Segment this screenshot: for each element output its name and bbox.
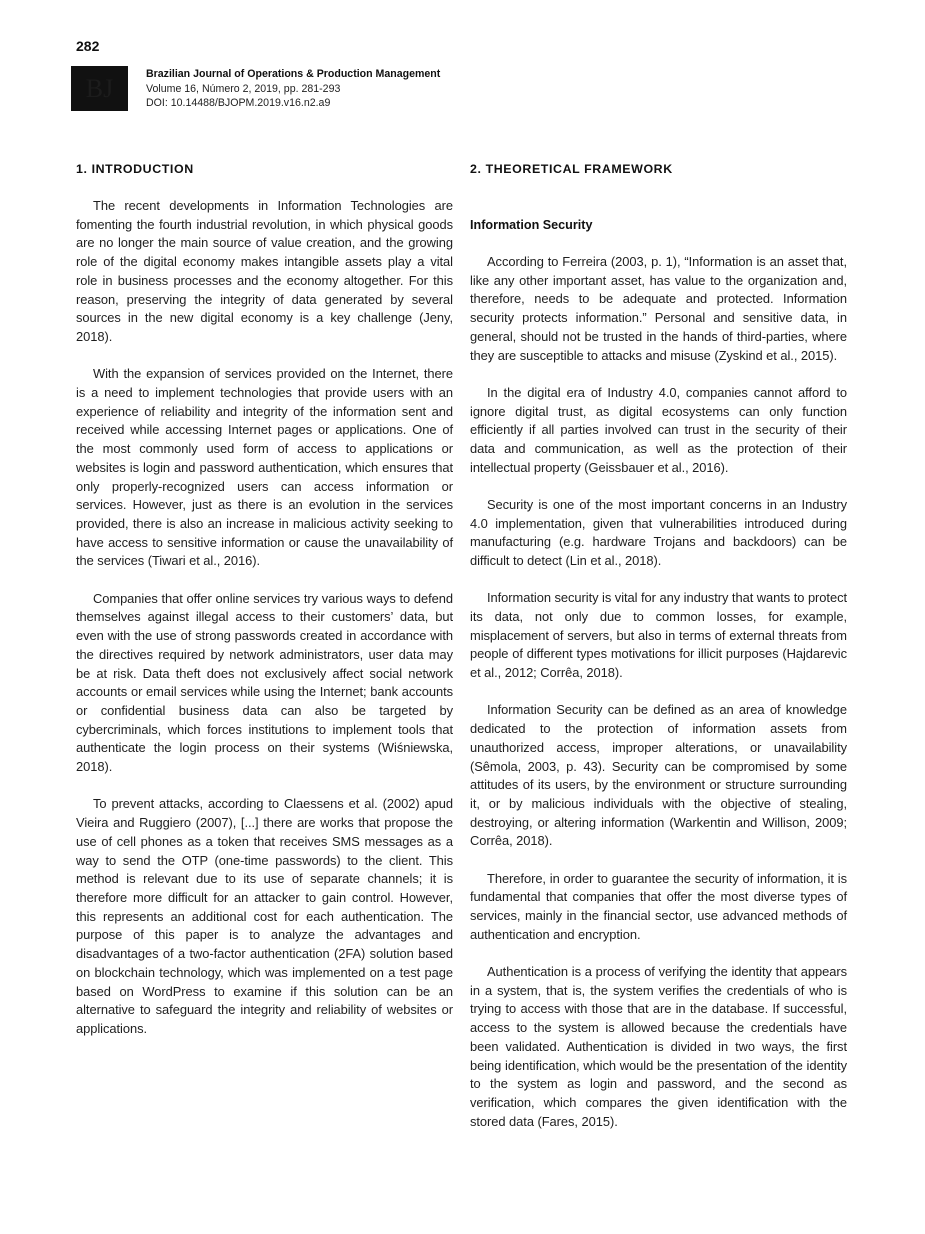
subsection-heading-information-security: Information Security bbox=[470, 218, 593, 232]
journal-logo-mark bbox=[71, 66, 128, 111]
journal-logo bbox=[71, 66, 128, 111]
paragraph: Security is one of the most important concerns in an Industry 4.0 implementation, given that vulnerabilities introduced during manufacturing (e.g. hardware Trojans and backdoors) can be difficult to detect (Lin et al., 2018). bbox=[470, 496, 847, 569]
paragraph: In the digital era of Industry 4.0, companies cannot afford to ignore digital trust, as digital ecosystems can only function efficiently if all parties involved can trust in the security of their data and communication, as well as the protection of their intellectual property (Geissbauer et al., 2016). bbox=[470, 384, 847, 475]
left-column bbox=[76, 160, 453, 1039]
page-number: 282 bbox=[76, 38, 100, 54]
paragraph: Information Security can be defined as an area of knowledge dedicated to the protection of information assets from unauthorized access, improper alterations, or unavailability (Sêmola, 2003, p. 43). Security can be compromised by some attitudes of its users, by the environment or structure surrounding it, or by malicious individuals with the objective of stealing, destroying, or altering information (Warkentin and Willison, 2009; Corrêa, 2018). bbox=[470, 702, 847, 849]
journal-volume: Volume 16, Número 2, 2019, pp. 281-293 bbox=[146, 82, 341, 95]
journal-name: Brazilian Journal of Operations & Production Management bbox=[146, 68, 441, 80]
journal-info bbox=[146, 67, 440, 111]
section-heading-theoretical-framework: 2. THEORETICAL FRAMEWORK bbox=[470, 162, 673, 176]
paragraph: Authentication is a process of verifying the identity that appears in a system, that is, the system verifies the credentials of who is trying to access with those that are in the database. If successful, access to the system is allowed because the credentials have been validated. Authentication is divided in two ways, the first being identification, which would be the presentation of the identity to the system as login and password, and the second as verification, which compares the given identification with the stored data (Fares, 2015). bbox=[470, 964, 847, 1129]
paragraph: The recent developments in Information Technologies are fomenting the fourth industrial revolution, in which physical goods are no longer the main source of value creation, and the growing role of the digital economy makes intangible assets play a vital role in business processes and the economy altogether. For this reason, preserving the integrity of data generated by several sources in the new digital economy is a key challenge (Jeny, 2018). bbox=[76, 198, 453, 345]
paragraph: Companies that offer online services try various ways to defend themselves against illegal access to their customers’ data, but even with the use of strong passwords created in accordance with the directives required by network administrators, user data may be at risk. Data theft does not exclusively affect social network accounts or email services while using the Internet; bank accounts or confidential business data can also be targeted by cybercriminals, which forces institutions to implement tools that authenticate the login process on their systems (Wiśniewska, 2018). bbox=[76, 590, 453, 775]
paragraph: With the expansion of services provided on the Internet, there is a need to implement technologies that provide users with an experience of reliability and integrity of the information sent and received while accessing Internet pages or applications. One of the most commonly used form of access to applications or websites is login and password authentication, which ensures that only properly-recognized users can access information or services. However, just as there is an evolution in the services provided, there is also an increase in malicious activity seeking to have access to sensitive information or cause the unavailability of the services (Tiwari et al., 2016). bbox=[76, 366, 453, 569]
journal-doi: DOI: 10.14488/BJOPM.2019.v16.n2.a9 bbox=[146, 97, 331, 109]
paragraph: Information security is vital for any industry that wants to protect its data, not only due to common losses, for example, misplacement of servers, but also in terms of external threats from people of different types motivations for illicit purposes (Hajdarevic et al., 2012; Corrêa, 2018). bbox=[470, 590, 847, 681]
section-heading-introduction: 1. INTRODUCTION bbox=[76, 162, 194, 176]
paragraph: Therefore, in order to guarantee the security of information, it is fundamental that companies that offer the most diverse types of services, mainly in the financial sector, use advanced methods of authentication and encryption. bbox=[470, 870, 847, 942]
paragraph: According to Ferreira (2003, p. 1), “Information is an asset that, like any other important asset, has value to the organization and, therefore, needs to be adequate and protected. Information security protects information.” Personal and sensitive data, in general, should not be trusted in the hands of third-parties, where they are susceptible to attacks and misuse (Zyskind et al., 2015). bbox=[470, 254, 847, 363]
paragraph: To prevent attacks, according to Claessens et al. (2002) apud Vieira and Ruggiero (2007), [...] there are works that propose the use of cell phones as a token that receives SMS messages as a way to send the OTP (one-time passwords) to the client. This method is relevant due to its use of separate channels; it is therefore more difficult for an attacker to gain control. However, this represents an additional cost for each authentication. The purpose of this paper is to analyze the advantages and disadvantages of a two-factor authentication (2FA) solution based on blockchain technology, which was implemented on a test page based on WordPress to examine if this solution can be an alternative to safeguard the integrity and reliability of websites or applications. bbox=[76, 796, 453, 1036]
journal-logo-text: BJ bbox=[85, 74, 114, 103]
right-column bbox=[470, 160, 847, 1131]
